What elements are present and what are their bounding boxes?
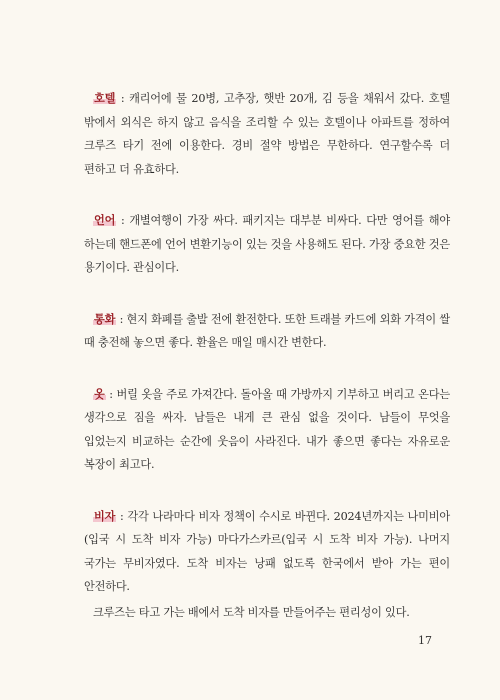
body-text-visa: 각각 나라마다 비자 정책이 수시로 바뀐다. 2024년까지는 나미비아(입국 시 도착 비자 가능) 마다가스카르(입국 시 도착 비자 가능). 나머지 국가는 무비자였다. 도착 비자는 낭패 없도록 한국에서 받아 가는 편이 안전하다. [84, 509, 450, 593]
page-number: 17 [418, 634, 432, 647]
term-language: 언어 [94, 214, 116, 227]
body-text-clothes: 버릴 옷을 주로 가져간다. 돌아올 때 가방까지 기부하고 버리고 온다는 생각으로 짐을 싸자. 남들은 내게 큰 관심 없을 것이다. 남들이 무엇을 입었는지 비교하는 순간에 웃음이 사라진다. 내가 좋으면 좋다는 자유로운 복장이 최고다. [84, 387, 450, 471]
separator: : [116, 214, 130, 227]
term-hotel: 호텔 [94, 92, 116, 105]
term-clothes: 옷 [94, 387, 105, 401]
section-visa [84, 505, 450, 625]
term-visa: 비자 [94, 509, 116, 523]
body-text-language: 개별여행이 가장 싸다. 패키지는 대부분 비싸다. 다만 영어를 해야 하는데 핸드폰에 언어 변환기능이 있는 것을 사용해도 된다. 가장 중요한 것은 용기이다. 관심이다. [84, 214, 450, 274]
section-clothes [84, 383, 450, 477]
body-text-currency: 현지 화폐를 출발 전에 환전한다. 또한 트래블 카드에 외화 가격이 쌀 때 충전해 놓으면 좋다. 환율은 매일 매시간 변한다. [84, 312, 450, 349]
separator: : [116, 92, 130, 105]
paragraph-visa-cruise: 크루즈는 타고 가는 배에서 도착 비자를 만들어주는 편리성이 있다. [93, 605, 410, 619]
body-text-hotel: 캐리어에 물 20병, 고추장, 햇반 20개, 김 등을 채워서 갔다. 호텔 밖에서 외식은 하지 않고 음식을 조리할 수 있는 호텔이나 아파트를 정하여 크루즈 타기 전에 이용한다. 경비 절약 방법은 무한하다. 연구할수록 더 편하고 더 유효하다. [84, 92, 450, 176]
paragraph-clothes [84, 383, 450, 477]
section-currency [84, 308, 450, 355]
separator: : [105, 387, 117, 401]
section-hotel [84, 87, 450, 181]
paragraph-visa [84, 505, 450, 599]
separator: : [116, 509, 128, 523]
section-language [84, 209, 450, 280]
page-body [84, 87, 450, 624]
separator: : [116, 312, 127, 326]
term-currency: 통화 [94, 312, 116, 326]
paragraph-hotel [84, 87, 450, 181]
paragraph-language [84, 209, 450, 280]
paragraph-currency [84, 308, 450, 355]
